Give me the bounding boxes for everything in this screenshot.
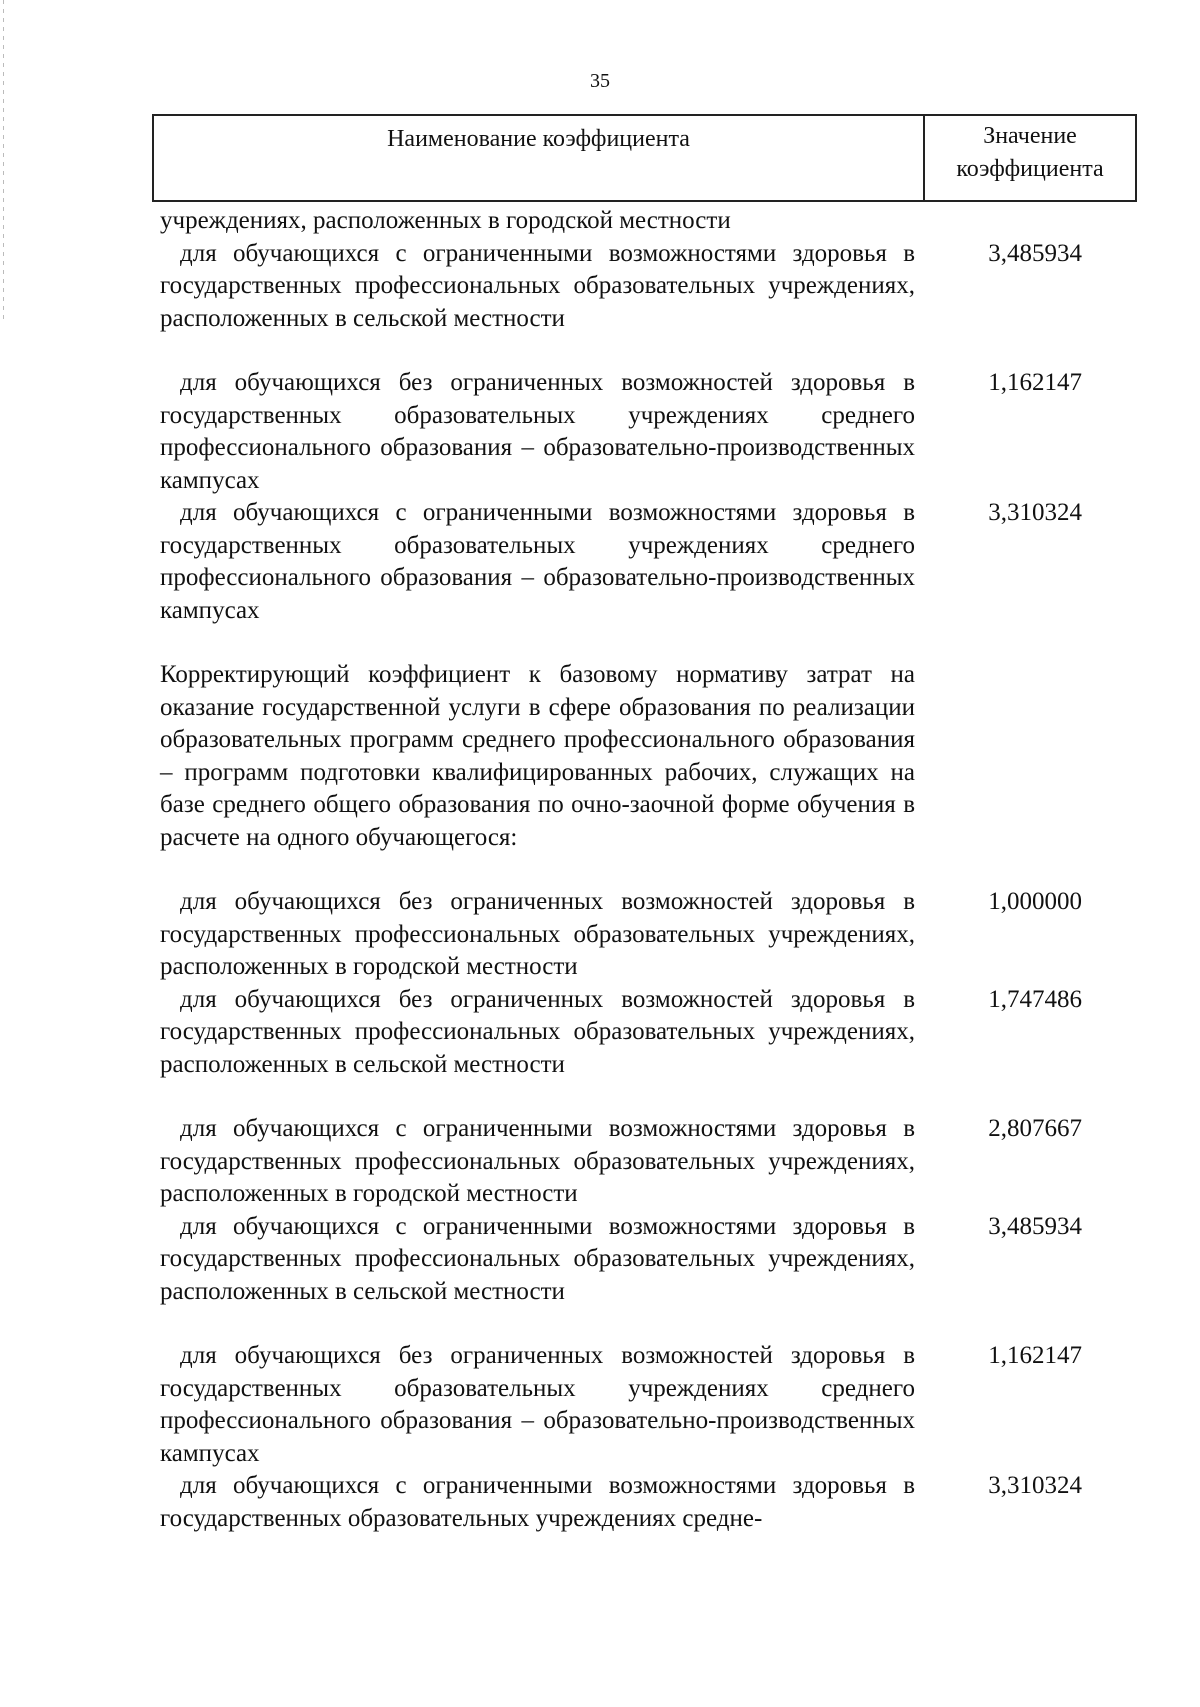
- header-value-line2: коэффициента: [956, 156, 1104, 182]
- row-value: 1,162147: [988, 1342, 1082, 1369]
- table-row: [160, 1211, 1140, 1309]
- row-text: для обучающихся без ограниченных возможностей здоровья в государственных профессиональных образовательных учреждениях, расположенных в городской местности: [160, 888, 915, 980]
- row-value: 1,162147: [988, 369, 1082, 396]
- header-value-column: [925, 116, 1135, 200]
- row-text: для обучающихся с ограниченными возможностями здоровья в государственных профессиональных образовательных учреждениях, расположенных в городской местности: [160, 1115, 915, 1207]
- table-header: [152, 114, 1137, 202]
- row-text: для обучающихся с ограниченными возможностями здоровья в государственных образовательных учреждениях среднего профессионального образования – образовательно-производственных кампусах: [160, 499, 915, 624]
- row-value: 2,807667: [988, 1115, 1082, 1142]
- row-text: для обучающихся без ограниченных возможностей здоровья в государственных образовательных учреждениях среднего профессионального образования – образовательно-производственных кампусах: [160, 1342, 915, 1467]
- row-value: 1,000000: [988, 888, 1082, 915]
- row-text: для обучающихся с ограниченными возможностями здоровья в государственных профессиональных образовательных учреждениях, расположенных в сельской местности: [160, 1212, 915, 1305]
- table-row: [160, 1113, 1140, 1211]
- row-value: 3,310324: [988, 1472, 1082, 1499]
- row-text: для обучающихся с ограниченными возможностями здоровья в государственных профессиональных образовательных учреждениях, расположенных в сельской местности: [160, 239, 915, 332]
- table-row: [160, 984, 1140, 1082]
- row-value: 1,747486: [988, 985, 1082, 1013]
- table-row: [160, 205, 1140, 238]
- table-row: [160, 1470, 1140, 1535]
- table-row: [160, 1340, 1140, 1470]
- section-paragraph: Корректирующий коэффициент к базовому нормативу затрат на оказание государственной услуги в сфере образования по реализации образовательных программ среднего профессионального образования – программ подготовки квалифицированных рабочих, служащих на базе среднего общего образования по очно-заочной форме обучения в расчете на одного обучающегося:: [160, 661, 915, 851]
- table-body: [160, 205, 1140, 1535]
- row-text: учреждениях, расположенных в городской местности: [160, 207, 731, 234]
- header-value-line1: Значение: [983, 123, 1077, 149]
- page-number: 35: [590, 70, 610, 92]
- row-text: для обучающихся с ограниченными возможностями здоровья в государственных образовательных учреждениях средне-: [160, 1472, 915, 1532]
- row-text: для обучающихся без ограниченных возможностей здоровья в государственных образовательных учреждениях среднего профессионального образования – образовательно-производственных кампусах: [160, 369, 915, 494]
- table-row: [160, 497, 1140, 627]
- margin-line: [3, 0, 4, 320]
- table-row: [160, 238, 1140, 336]
- row-value: 3,485934: [988, 239, 1082, 267]
- row-value: 3,310324: [988, 499, 1082, 526]
- row-value: 3,485934: [988, 1212, 1082, 1240]
- table-row: [160, 367, 1140, 497]
- header-name-column: Наименование коэффициента: [154, 116, 925, 200]
- row-text: для обучающихся без ограниченных возможностей здоровья в государственных профессиональных образовательных учреждениях, расположенных в сельской местности: [160, 985, 915, 1078]
- table-row: [160, 886, 1140, 984]
